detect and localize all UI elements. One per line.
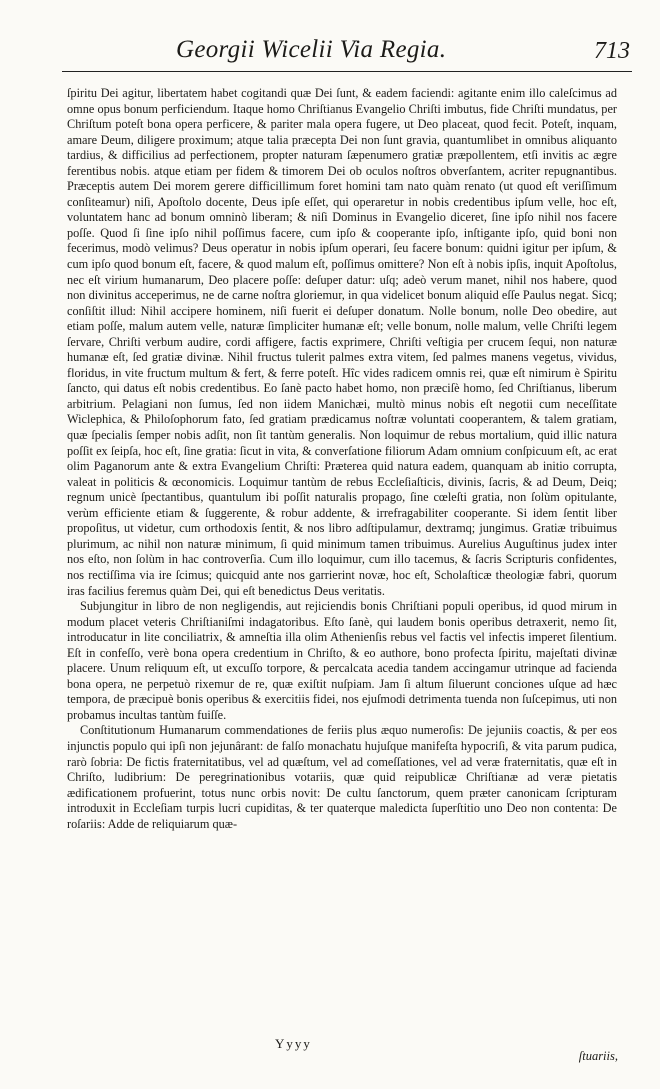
paragraph-3: Conſtitutionum Humanarum commendationes de feriis plus æquo numeroſis: De jejuniis coactis, & per eos injunctis populo qui ipſi non jejunârant: de falſo monachatu hujuſque manifeſta hypocriſi, & vita parum pudica, rarò ſobria: De fictis fraternitatibus, vel ad quæſtum, vel ad comeſſationes, vel ad veræ fraternitatis, quæ eſt in Chriſto, ludibrium: De peregrinationibus votariis, quæ quid reipublicæ Chriſtianæ ad veræ pietatis ædificationem profuerint, totus nunc orbis novit: De cultu ſanctorum, quem præter canonicam ſcripturam introduxit in Eccleſiam turpis lucri cupiditas, & ter quaterque maledicta ſuperſtitio uno Deo non contenta: De roſariis: Adde de reliquiarum quæ- <box>67 723 617 831</box>
running-header <box>58 32 632 72</box>
paragraph-1: ſpiritu Dei agitur, libertatem habet cogitandi quæ Dei ſunt, & eadem faciendi: agitante enim illo caleſcimus ad omne opus bonum perficiendum. Itaque homo Chriſtianus Evangelio Chriſti imbutus, fide Chriſti mundatus, per Chriſtum poteſt bona opera perficere, & pariter mala opera fugere, ut Deo placeat, quod fecit. Poteſt, inquam, amare Deum, diligere proximum; atque talia præcepta Dei non ſunt gravia, quantumlibet in omnibus aliquanto tardius, & difficilius ad perfectionem, propter naturam ſæpenumero gratiæ præpollentem, etſi invitis ac ægre ferentibus nobis. atque etiam per fidem & timorem Dei ob oculos noſtros obverſantem, acriter repugnantibus. Præceptis autem Dei morem gerere difficillimum foret homini tam nato quàm renato (ut quod eſt veriſſimum conſiteamur) niſi, Apoſtolo docente, Deus ipſe eſſet, qui operaretur in nobis credentibus ipſum velle, hoc eſt, voluntatem hanc ad bonum omninò liberam; & niſi Dominus in Evangelio diceret, ſine ipſo nihil nos facere poſſe. Quod ſi ſine ipſo nihil poſſimus facere, cum ipſo & cooperante ipſo, inſtigante ipſo, quid boni non fecerimus, modò velimus? Deus operatur in nobis ipſum operari, ſeu facere bonum: quidni igitur per ipſum, & cum ipſo quod bonum eſt, facere, & quod malum eſt, poſſimus omittere? Non eſt à nobis ipſis, inquit Apoſtolus, nec eſt virium humanarum, Deo placere poſſe: deſuper datur: uſq; adeò verum manet, nihil nos habere, quod non divinitus acceperimus, ne de carne noſtra gloriemur, in qua videlicet bonum aliquid eſſe Paulus negat. Sicq; conſiſtit illud: Nihil accipere hominem, niſi fuerit ei deſuper donatum. Nolle bonum, nolle Deo obedire, aut etiam poſſe, malum autem velle, naturæ ſimpliciter humanæ eſt; velle bonum, nolle malum, velle Chriſti legem ſervare, Chriſti verbum audire, cordi affigere, factis exprimere, Chriſti veſtigia per crucem ſequi, non naturæ humanæ eſt, ſed gratiæ divinæ. Nihil fructus tulerit palmes extra vitem, ſed palmes manens vegetus, vividus, floridus, in vite fructum multum & fert, & ferre poteſt. Hîc vides radicem omnis rei, quæ eſt nimirum è Spiritu ſancto, qui datus eſt nobis credentibus. Eo ſanè pacto habet homo, non præciſè homo, ſed Chriſtianus, liberum arbitrium. Pelagiani non ſumus, ſed non iidem Manichæi, multò minus nobis eſt negotii cum neceſſitate Wiclephica, & Philoſophorum fato, ſed gratiam prædicamus noſtræ voluntati cooperantem, & talem gratiam, quæ ſpecialis ſemper nobis adſit, non ſit tantùm generalis. Non loquimur de rebus mortalium, quid illic natura poſſit ex ſeipſa, hoc eſt, ſine gratia: ſicut in vita, & converſatione filiorum Adam omnium conſpicuum eſt, ac erat olim Paganorum ante & extra Evangelium Chriſti: Præterea quid natura eadem, quanquam ab initio corrupta, valeat in politicis & œconomicis. Loquimur tantùm de rebus Eccleſiaſticis, divinis, ſacris, & ad Deum, Deiq; regnum unicè ſpectantibus, quantulum ibi poſſit naturalis propago, ſine cœleſti gratia, non ſolùm opitulante, verùm efficiente etiam & ſuggerente, & robur addente, & irrefragabiliter cooperante. Si idem ſentit liber propoſitus, ut videtur, cum orthodoxis ſentit, & nos libro adſtipulamur, dextramq; jungimus. Gratiæ tribuimus plurimum, ac nihil non naturæ minimum, ſi quid minimum tamen tribuimus. Aurelius Auguſtinus judex inter nos eſto, non ſolùm in hac controverſia. Cum illo loquimur, cum illo tacemus, & ſacris Scripturis confidentes, nos rectiſſima via ire ſcimus; quicquid ante nos garrierint novæ, hoc eſt, Scholaſticæ theologiæ fabri, quorum iras facilius feremus quàm Dei, qui eſt benedictus Deus veritatis. <box>67 86 617 598</box>
running-title: Georgii Wicelii Via Regia. <box>176 36 447 63</box>
paragraph-2: Subjungitur in libro de non negligendis, aut rejiciendis bonis Chriſtiani populi operibus, id quod mirum in modum placet veteris Chriſtianiſmi indagatoribus. Eſto ſanè, qui laudem bonis operibus detraxerit, nemo ſit, introducatur in lite conciliatrix, & amneſtia illa olim Athenienſis rebus vel factis vel infectis imperet ſilentium. Eſt in confeſſo, verè bona opera credentium in Chriſto, & eo authore, bono profecta ſpiritu, majeſtati divinæ placere. Unum reliquum eſt, ut excuſſo torpore, & percalcata acedia tandem accingamur utrinque ad facienda bona opera, ne perpetuò rixemur de re, quæ exiſtit nuſpiam. Jam ſi altum ſiluerunt conciones uſque ad hæc tempora, de præcipuè bonis operibus & exercitiis fidei, nos ejuſmodi detrimenta tuenda non ſuſcepimus, uti non probamus incultas tantùm fuiſſe. <box>67 599 617 722</box>
page-number: 713 <box>594 38 630 64</box>
catchword: ſtuariis, <box>578 1049 618 1063</box>
signature-mark: Yyyy <box>275 1036 312 1051</box>
body-text <box>67 86 617 832</box>
header-rule <box>62 71 632 72</box>
